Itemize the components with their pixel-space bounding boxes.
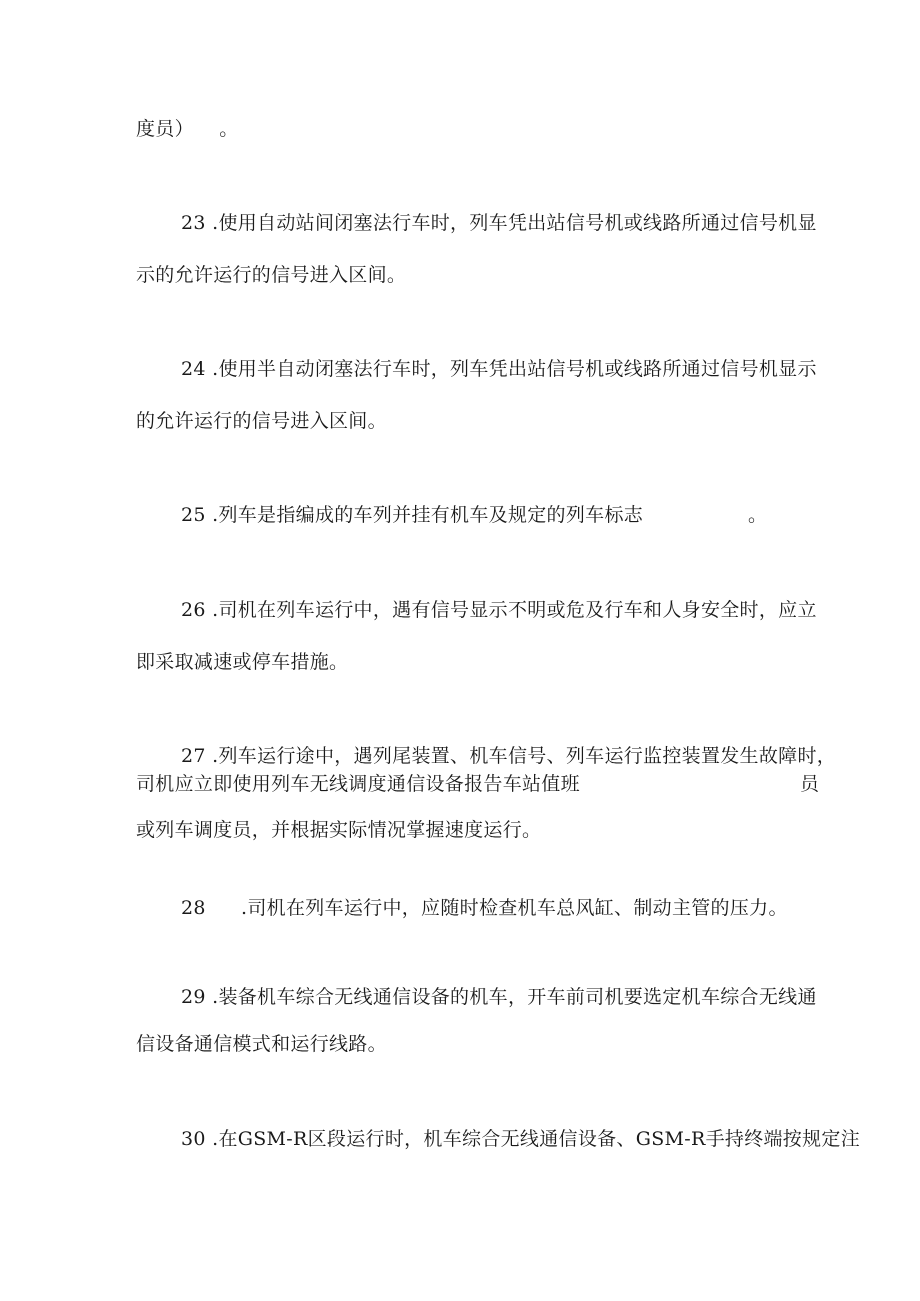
text-line: 29 .装备机车综合无线通信设备的机车，开车前司机要选定机车综合无线通 [181, 986, 817, 1008]
text-line: 的允许运行的信号进入区间。 [136, 410, 387, 432]
text-line: 示的允许运行的信号进入区间。 [136, 264, 407, 286]
text-line: 27 .列车运行途中，遇列尾装置、机车信号、列车运行监控装置发生故障时， [181, 745, 837, 767]
text-line: 或列车调度员，并根据实际情况掌握速度运行。 [136, 819, 542, 841]
text-line: .司机在列车运行中，应随时检查机车总风缸、制动主管的压力。 [241, 897, 788, 919]
text-line: 。 [748, 504, 768, 526]
text-line: 26 .司机在列车运行中，遇有信号显示不明或危及行车和人身安全时，应立 [181, 599, 817, 621]
text-line: 30 .在GSM-R区段运行时，机车综合无线通信设备、GSM-R手持终端按规定注 [181, 1128, 861, 1150]
text-line: 员 [800, 773, 820, 795]
text-line: 即采取减速或停车措施。 [136, 651, 349, 673]
text-line: 24 .使用半自动闭塞法行车时，列车凭出站信号机或线路所通过信号机显示 [181, 358, 817, 380]
text-line: 度员） 。 [136, 118, 239, 140]
text-line: 23 .使用自动站间闭塞法行车时，列车凭出站信号机或线路所通过信号机显 [181, 212, 817, 234]
text-line: 信设备通信模式和运行线路。 [136, 1033, 387, 1055]
text-line: 25 .列车是指编成的车列并挂有机车及规定的列车标志 [181, 504, 644, 526]
text-line: 司机应立即使用列车无线调度通信设备报告车站值班 [136, 773, 580, 795]
text-line: 28 [181, 897, 206, 919]
